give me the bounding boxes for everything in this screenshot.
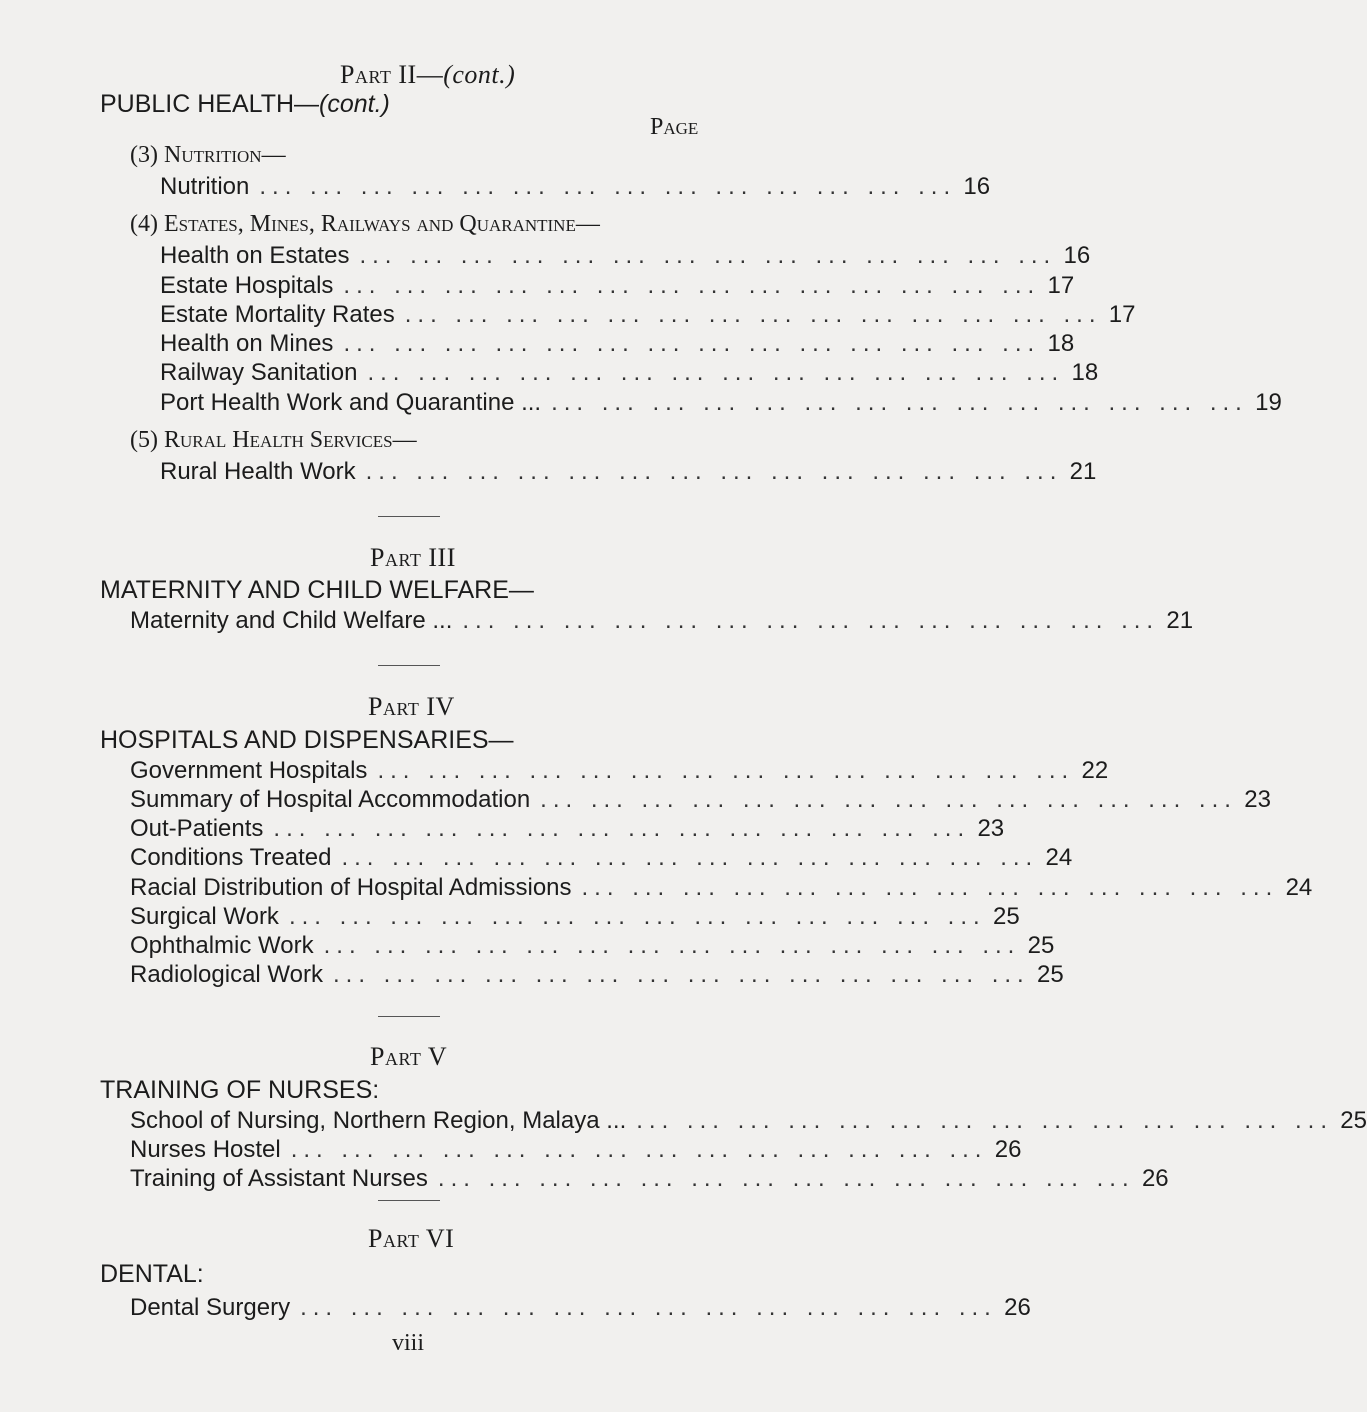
toc-entry [160,173,991,207]
toc-entry-page: 23 [977,815,1005,842]
toc-entry [160,458,1097,492]
toc-entry-label: School of Nursing, Northern Region, Malaya ... [130,1107,627,1134]
toc-entry-label: Port Health Work and Quarantine ... [160,389,542,416]
toc-leader: ... ... ... ... ... ... ... ... ... ... ... ... ... ... [343,330,1041,357]
toc-entry [130,844,1073,878]
section-heading: TRAINING OF NURSES: [100,1076,380,1104]
toc-entry [160,242,1091,276]
toc-entry [130,1165,1169,1199]
section-heading-cont: (cont.) [319,90,390,118]
divider [378,1016,440,1017]
toc-entry-label: Dental Surgery [130,1294,291,1321]
toc-entry-label: Racial Distribution of Hospital Admissions [130,874,572,901]
toc-leader: ... ... ... ... ... ... ... ... ... ... ... ... ... ... [462,607,1160,634]
toc-entry-page: 23 [1244,786,1271,813]
toc-entry-label: Estate Hospitals [160,272,334,299]
toc-entry-label: Health on Estates [160,242,350,269]
subsection-heading-nutrition: (3) Nutrition— [130,142,286,168]
toc-entry-page: 26 [994,1136,1022,1163]
toc-entry-page: 24 [1045,844,1073,871]
toc-entry-page: 21 [1166,607,1194,634]
part-heading [340,60,515,90]
part-title: Part IV [368,692,455,721]
toc-entry-page: 17 [1047,272,1075,299]
toc-entry-page: 16 [963,173,991,200]
section-heading: HOSPITALS AND DISPENSARIES— [100,726,514,754]
section-heading: MATERNITY AND CHILD WELFARE— [100,576,534,604]
toc-entry-page: 25 [1340,1107,1367,1134]
toc-entry-page: 19 [1255,389,1282,416]
toc-entry-label: Training of Assistant Nurses [130,1165,428,1192]
toc-entry-page: 17 [1108,301,1136,328]
page-number: viii [392,1330,425,1356]
toc-entry-label: Rural Health Work [160,458,356,485]
section-heading [100,90,390,119]
subsection-heading-estates: (4) Estates, Mines, Railways and Quarantine— [130,211,600,237]
toc-entry-label: Out-Patients [130,815,264,842]
toc-leader: ... ... ... ... ... ... ... ... ... ... ... ... ... ... [636,1107,1333,1134]
toc-leader: ... ... ... ... ... ... ... ... ... ... ... ... ... ... [288,903,986,930]
toc-leader: ... ... ... ... ... ... ... ... ... ... ... ... ... ... [540,786,1237,813]
toc-leader: ... ... ... ... ... ... ... ... ... ... ... ... ... ... [259,173,957,200]
toc-leader: ... ... ... ... ... ... ... ... ... ... ... ... ... ... [404,301,1102,328]
toc-entry [160,389,1282,423]
divider [378,516,440,517]
toc-leader: ... ... ... ... ... ... ... ... ... ... ... ... ... ... [359,242,1057,269]
toc-entry-page: 18 [1047,330,1075,357]
toc-entry [130,961,1064,995]
toc-entry-label: Summary of Hospital Accommodation [130,786,531,813]
toc-entry-label: Nurses Hostel [130,1136,281,1163]
toc-entry-label: Conditions Treated [130,844,332,871]
toc-entry-label: Maternity and Child Welfare ... [130,607,453,634]
toc-leader: ... ... ... ... ... ... ... ... ... ... ... ... ... ... [332,961,1030,988]
toc-leader: ... ... ... ... ... ... ... ... ... ... ... ... ... ... [551,389,1248,416]
part-title: Part V [370,1042,448,1071]
toc-entry-label: Railway Sanitation [160,359,358,386]
toc-entry-label: Government Hospitals [130,757,368,784]
part-heading-cont: (cont.) [443,60,516,89]
page-column-label: Page [650,114,699,140]
toc-entry [130,607,1194,641]
toc-leader: ... ... ... ... ... ... ... ... ... ... ... ... ... ... [377,757,1075,784]
toc-leader: ... ... ... ... ... ... ... ... ... ... ... ... ... ... [341,844,1039,871]
toc-leader: ... ... ... ... ... ... ... ... ... ... ... ... ... ... [290,1136,988,1163]
subsection-heading-rural: (5) Rural Health Services— [130,427,417,453]
toc-entry-page: 21 [1069,458,1097,485]
toc-entry-page: 25 [1027,932,1055,959]
toc-entry-label: Health on Mines [160,330,334,357]
toc-entry-page: 22 [1081,757,1109,784]
toc-entry-label: Ophthalmic Work [130,932,314,959]
toc-entry-page: 24 [1285,874,1313,901]
toc-entry-page: 26 [1141,1165,1169,1192]
part-heading-text: Part II— [340,60,444,89]
toc-leader: ... ... ... ... ... ... ... ... ... ... ... ... ... ... [323,932,1021,959]
part-title: Part VI [368,1224,455,1253]
toc-entry-label: Radiological Work [130,961,323,988]
section-heading: DENTAL: [100,1260,204,1288]
toc-entry-page: 25 [992,903,1020,930]
toc-leader: ... ... ... ... ... ... ... ... ... ... ... ... ... ... [273,815,971,842]
toc-leader: ... ... ... ... ... ... ... ... ... ... ... ... ... ... [365,458,1063,485]
toc-leader: ... ... ... ... ... ... ... ... ... ... ... ... ... ... [367,359,1065,386]
toc-entry-page: 16 [1063,242,1091,269]
section-heading-text: PUBLIC HEALTH— [100,90,320,118]
toc-leader: ... ... ... ... ... ... ... ... ... ... ... ... ... ... [581,874,1279,901]
divider [378,1200,440,1201]
toc-entry-page: 26 [1004,1294,1031,1321]
part-title: Part III [370,543,456,572]
toc-entry-label: Surgical Work [130,903,279,930]
toc-entry-page: 18 [1071,359,1099,386]
toc-leader: ... ... ... ... ... ... ... ... ... ... ... ... ... ... [343,272,1041,299]
toc-entry-label: Nutrition [160,173,250,200]
toc-entry-label: Estate Mortality Rates [160,301,395,328]
toc-leader: ... ... ... ... ... ... ... ... ... ... ... ... ... ... [437,1165,1135,1192]
toc-leader: ... ... ... ... ... ... ... ... ... ... ... ... ... ... [300,1294,997,1321]
toc-entry-page: 25 [1037,961,1064,988]
toc-entry [160,359,1099,393]
divider [378,665,440,666]
